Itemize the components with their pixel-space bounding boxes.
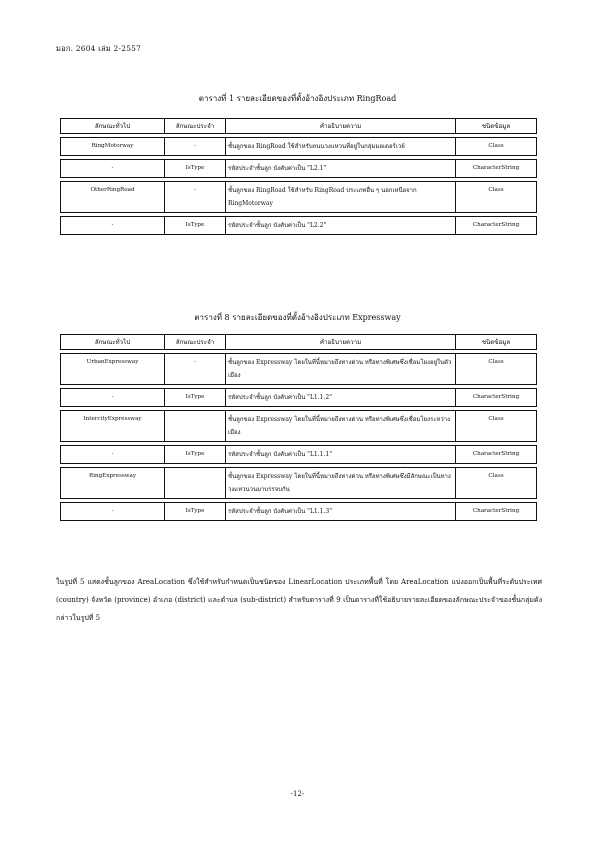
cell-datatype: Class [456,138,537,156]
body-paragraph: ในรูปที่ 5 แสดงชั้นลูกของ AreaLocation ซึ่งใช้สำหรับกำหนดเป็นชนิดของ LinearLocation ประเภทพื้นที่ โดย AreaLocation แบ่งออกเป็นพื้นที่ระดับประเทศ (country) จังหวัด (province) อำเภอ (district) และตำบล (sub-district) สำหรับตารางที่ 9 เป็นตารางที่ใช้อธิบายรายละเอียดของลักษณะประจำของชั้นกลุ่มดังกล่าวในรูปที่ 5 [56,578,542,622]
cell-datatype: Class [456,182,537,213]
cell-datatype: Class [456,468,537,499]
cell-description: รหัสประจำชั้นลูก บังคับค่าเป็น "L1.1.1" [226,446,456,464]
table2-header-description: คำอธิบายความ [226,335,456,350]
cell-datatype: CharacterString [456,389,537,407]
cell-description: รหัสประจำชั้นลูก บังคับค่าเป็น "L2.2" [226,217,456,235]
cell-general: - [61,503,165,521]
cell-general: IntercityExpressway [61,411,165,442]
cell-datatype: CharacterString [456,160,537,178]
table1-header-description: คำอธิบายความ [226,119,456,134]
cell-description: ชั้นลูกของ Expressway โดยในที่นี้หมายถึงทางด่วน หรือทางพิเศษซึ่งมีลักษณะเป็นทางวงแหวนวนมาบรรจบกัน [226,468,456,499]
cell-general: - [61,160,165,178]
cell-datatype: CharacterString [456,217,537,235]
cell-description: ชั้นลูกของ RingRoad ใช้สำหรับ RingRoad ประเภทอื่น ๆ นอกเหนือจาก RingMotorway [226,182,456,213]
table-row [61,354,537,385]
cell-description: รหัสประจำชั้นลูก บังคับค่าเป็น "L2.1" [226,160,456,178]
table-row [61,468,537,499]
table2 [60,334,537,521]
table2-header-datatype: ชนิดข้อมูล [456,335,537,350]
page-number: -12- [290,790,305,798]
cell-attribute: IsType [165,217,226,235]
cell-attribute: - [165,354,226,385]
cell-general: RingExpressway [61,468,165,499]
cell-general: - [61,446,165,464]
table-row [61,217,537,235]
table2-header-attribute: ลักษณะประจำ [165,335,226,350]
table-row [61,503,537,521]
cell-attribute: IsType [165,389,226,407]
cell-datatype: Class [456,411,537,442]
table2-header-general: ลักษณะทั่วไป [61,335,165,350]
cell-general: - [61,217,165,235]
table2-header-row [61,335,537,350]
table-row [61,446,537,464]
table1-header-general: ลักษณะทั่วไป [61,119,165,134]
cell-description: ชั้นลูกของ Expressway โดยในที่นี้หมายถึงทางด่วน หรือทางพิเศษซึ่งเชื่อมโยงอยู่ในตัวเมือง [226,354,456,385]
table-row [61,160,537,178]
table-row [61,389,537,407]
table-row [61,411,537,442]
cell-attribute: IsType [165,446,226,464]
table1-header-attribute: ลักษณะประจำ [165,119,226,134]
table1-caption: ตารางที่ 1 รายละเอียดของที่ตั้งอ้างอิงประเภท RingRoad [198,94,397,103]
table2-caption: ตารางที่ 8 รายละเอียดของที่ตั้งอ้างอิงประเภท Expressway [194,313,401,322]
cell-general: - [61,389,165,407]
cell-general: RingMotorway [61,138,165,156]
document-code: มอก. 2604 เล่ม 2-2557 [56,44,142,53]
cell-general: OtherRingRoad [61,182,165,213]
cell-datatype: Class [456,354,537,385]
cell-description: รหัสประจำชั้นลูก บังคับค่าเป็น "L1.1.3" [226,503,456,521]
table1-header-datatype: ชนิดข้อมูล [456,119,537,134]
cell-datatype: CharacterString [456,503,537,521]
cell-attribute: - [165,138,226,156]
cell-attribute: - [165,182,226,213]
cell-description: รหัสประจำชั้นลูก บังคับค่าเป็น "L1.1.2" [226,389,456,407]
cell-description: ชั้นลูกของ RingRoad ใช้สำหรับถนนวงแหวนที่อยู่ในกลุ่มมอเตอร์เวย์ [226,138,456,156]
cell-attribute [165,468,226,499]
table-row [61,182,537,213]
table-row [61,138,537,156]
table1 [60,118,537,235]
cell-attribute: IsType [165,160,226,178]
table1-header-row [61,119,537,134]
cell-datatype: CharacterString [456,446,537,464]
cell-general: UrbanExpressway [61,354,165,385]
cell-attribute [165,411,226,442]
cell-attribute: IsType [165,503,226,521]
cell-description: ชั้นลูกของ Expressway โดยในที่นี้หมายถึงทางด่วน หรือทางพิเศษซึ่งเชื่อมโยงระหว่างเมือง [226,411,456,442]
